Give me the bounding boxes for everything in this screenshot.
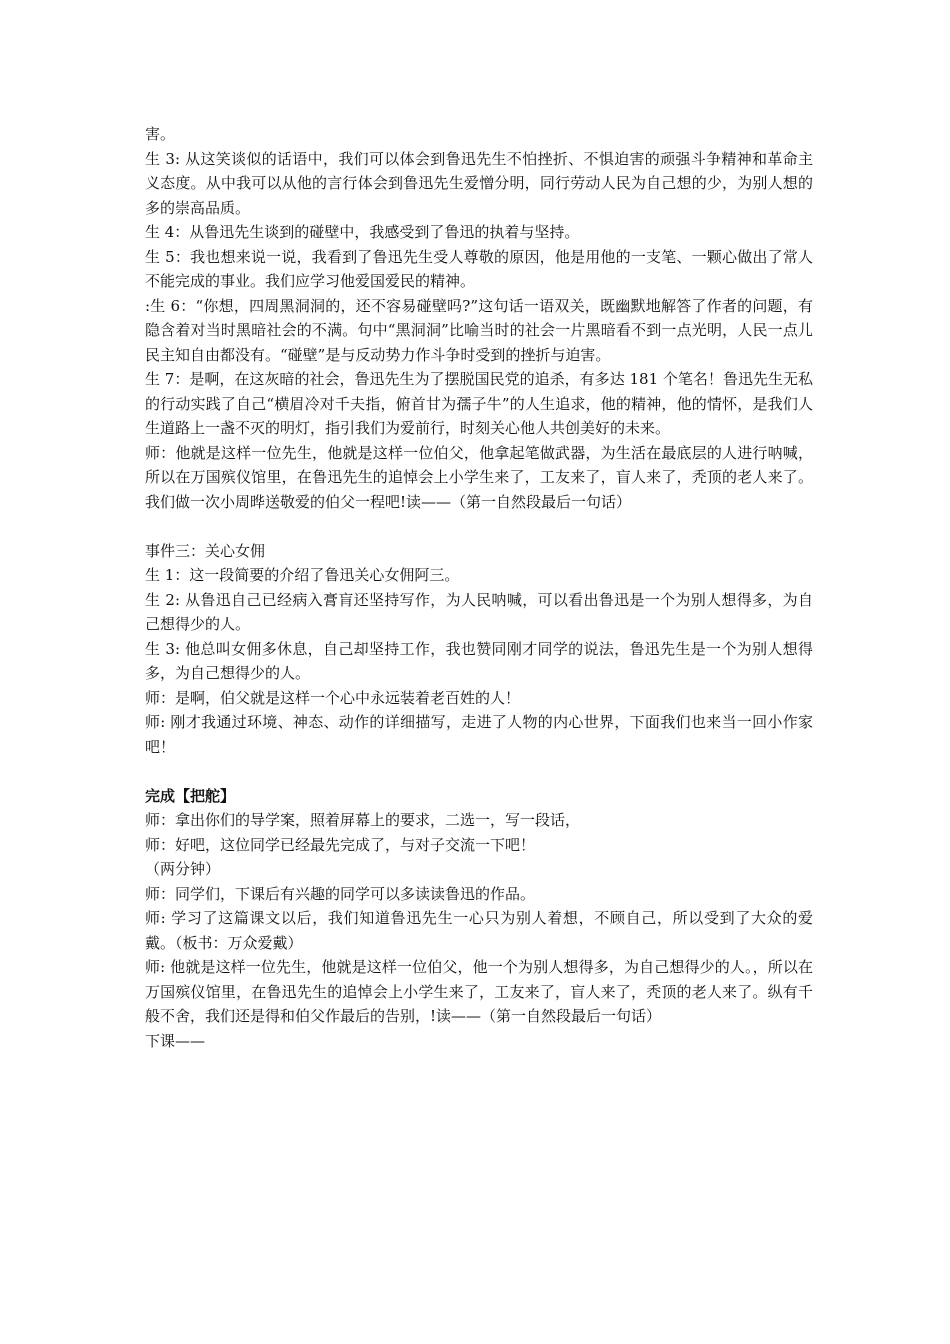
paragraph-final-4: 师：同学们，下课后有兴趣的同学可以多读读鲁迅的作品。 <box>145 884 536 903</box>
paragraph-event-teacher-2: 师: 刚才我通过环境、神态、动作的详细描写，走进了人物的内心世界，下面我们也来当一回小作家吧！ <box>145 713 813 756</box>
document-page <box>145 122 813 1053</box>
paragraph-continuation: 害。 <box>145 125 176 143</box>
paragraph-event-student-2: 生 2: 从鲁迅自己已经病入膏肓还坚持写作，为人民呐喊，可以看出鲁迅是一个为别人想得多，为自己想得少的人。 <box>145 590 813 633</box>
paragraph-student-6: :生 6：“你想，四周黑洞洞的，还不容易碰壁吗?”这句话一语双关，既幽默地解答了作者的问题，有隐含着对当时黑暗社会的不满。句中“黑洞洞”比喻当时的社会一片黑暗看不到一点光明，人民一点儿民主知自由都没有。“碰壁”是与反动势力作斗争时受到的挫折与迫害。 <box>145 296 813 364</box>
paragraph-final-2: 师：好吧，这位同学已经最先完成了，与对子交流一下吧！ <box>145 835 536 854</box>
paragraph-final-1: 师：拿出你们的导学案，照着屏幕上的要求，二选一，写一段话， <box>145 811 581 829</box>
paragraph-event-student-1: 生 1：这一段简要的介绍了鲁迅关心女佣阿三。 <box>145 566 460 584</box>
paragraph-event-student-3: 生 3: 他总叫女佣多休息，自己却坚持工作，我也赞同刚才同学的说法，鲁迅先生是一个为别人想得多，为自己想得少的人。 <box>145 639 813 682</box>
paragraph-event-teacher-1: 师：是啊，伯父就是这样一个心中永远装着老百姓的人！ <box>145 688 521 707</box>
paragraph-final-5: 师: 学习了这篇课文以后，我们知道鲁迅先生一心只为别人着想，不顾自己，所以受到了大众的爱戴。（板书：万众爱戴） <box>145 909 813 952</box>
paragraph-student-4: 生 4：从鲁迅先生谈到的碰壁中，我感受到了鲁迅的执着与坚持。 <box>145 223 580 241</box>
paragraph-final-7: 下课—— <box>145 1031 206 1050</box>
paragraph-student-3: 生 3: 从这笑谈似的话语中，我们可以体会到鲁迅先生不怕挫折、不惧迫害的顽强斗争精神和革命主义态度。从中我可以从他的言行体会到鲁迅先生爱憎分明，同行劳动人民为自己想的少，为别人想的多的崇高品质。 <box>145 149 813 217</box>
paragraph-teacher-1: 师：他就是这样一位先生，他就是这样一位伯父，他拿起笔做武器，为生活在最底层的人进行呐喊，所以在万国殡仪馆里，在鲁迅先生的追悼会上小学生来了，工友来了，盲人来了，秃顶的老人来了。我们做一次小周晔送敬爱的伯父一程吧!读——（第一自然段最后一句话） <box>145 443 813 511</box>
paragraph-student-7: 生 7：是啊，在这灰暗的社会，鲁迅先生为了摆脱国民党的追杀，有多达 181 个笔名！鲁迅先生无私的行动实践了自己“横眉冷对千夫指，俯首甘为孺子牛”的人生追求，他的精神，他的情怀，是我们人生道路上一盏不灭的明灯，指引我们为爱前行，时刻关心他人共创美好的未来。 <box>145 370 813 437</box>
paragraph-final-6: 师: 他就是这样一位先生，他就是这样一位伯父，他一个为别人想得多，为自己想得少的人。，所以在万国殡仪馆里，在鲁迅先生的追悼会上小学生来了，工友来了，盲人来了，秃顶的老人来了。纵有千般不舍，我们还是得和伯父作最后的告别，!读——（第一自然段最后一句话） <box>145 958 813 1025</box>
paragraph-final-3: （两分钟） <box>145 860 221 878</box>
paragraph-event-three-title: 事件三：关心女佣 <box>145 541 266 560</box>
blank-line <box>145 514 813 539</box>
blank-line <box>145 759 813 784</box>
paragraph-student-5: 生 5：我也想来说一说，我看到了鲁迅先生受人尊敬的原因，他是用他的一支笔、一颗心做出了常人不能完成的事业。我们应学习他爱国爱民的精神。 <box>145 247 813 290</box>
section-heading: 完成【把舵】 <box>145 786 236 805</box>
